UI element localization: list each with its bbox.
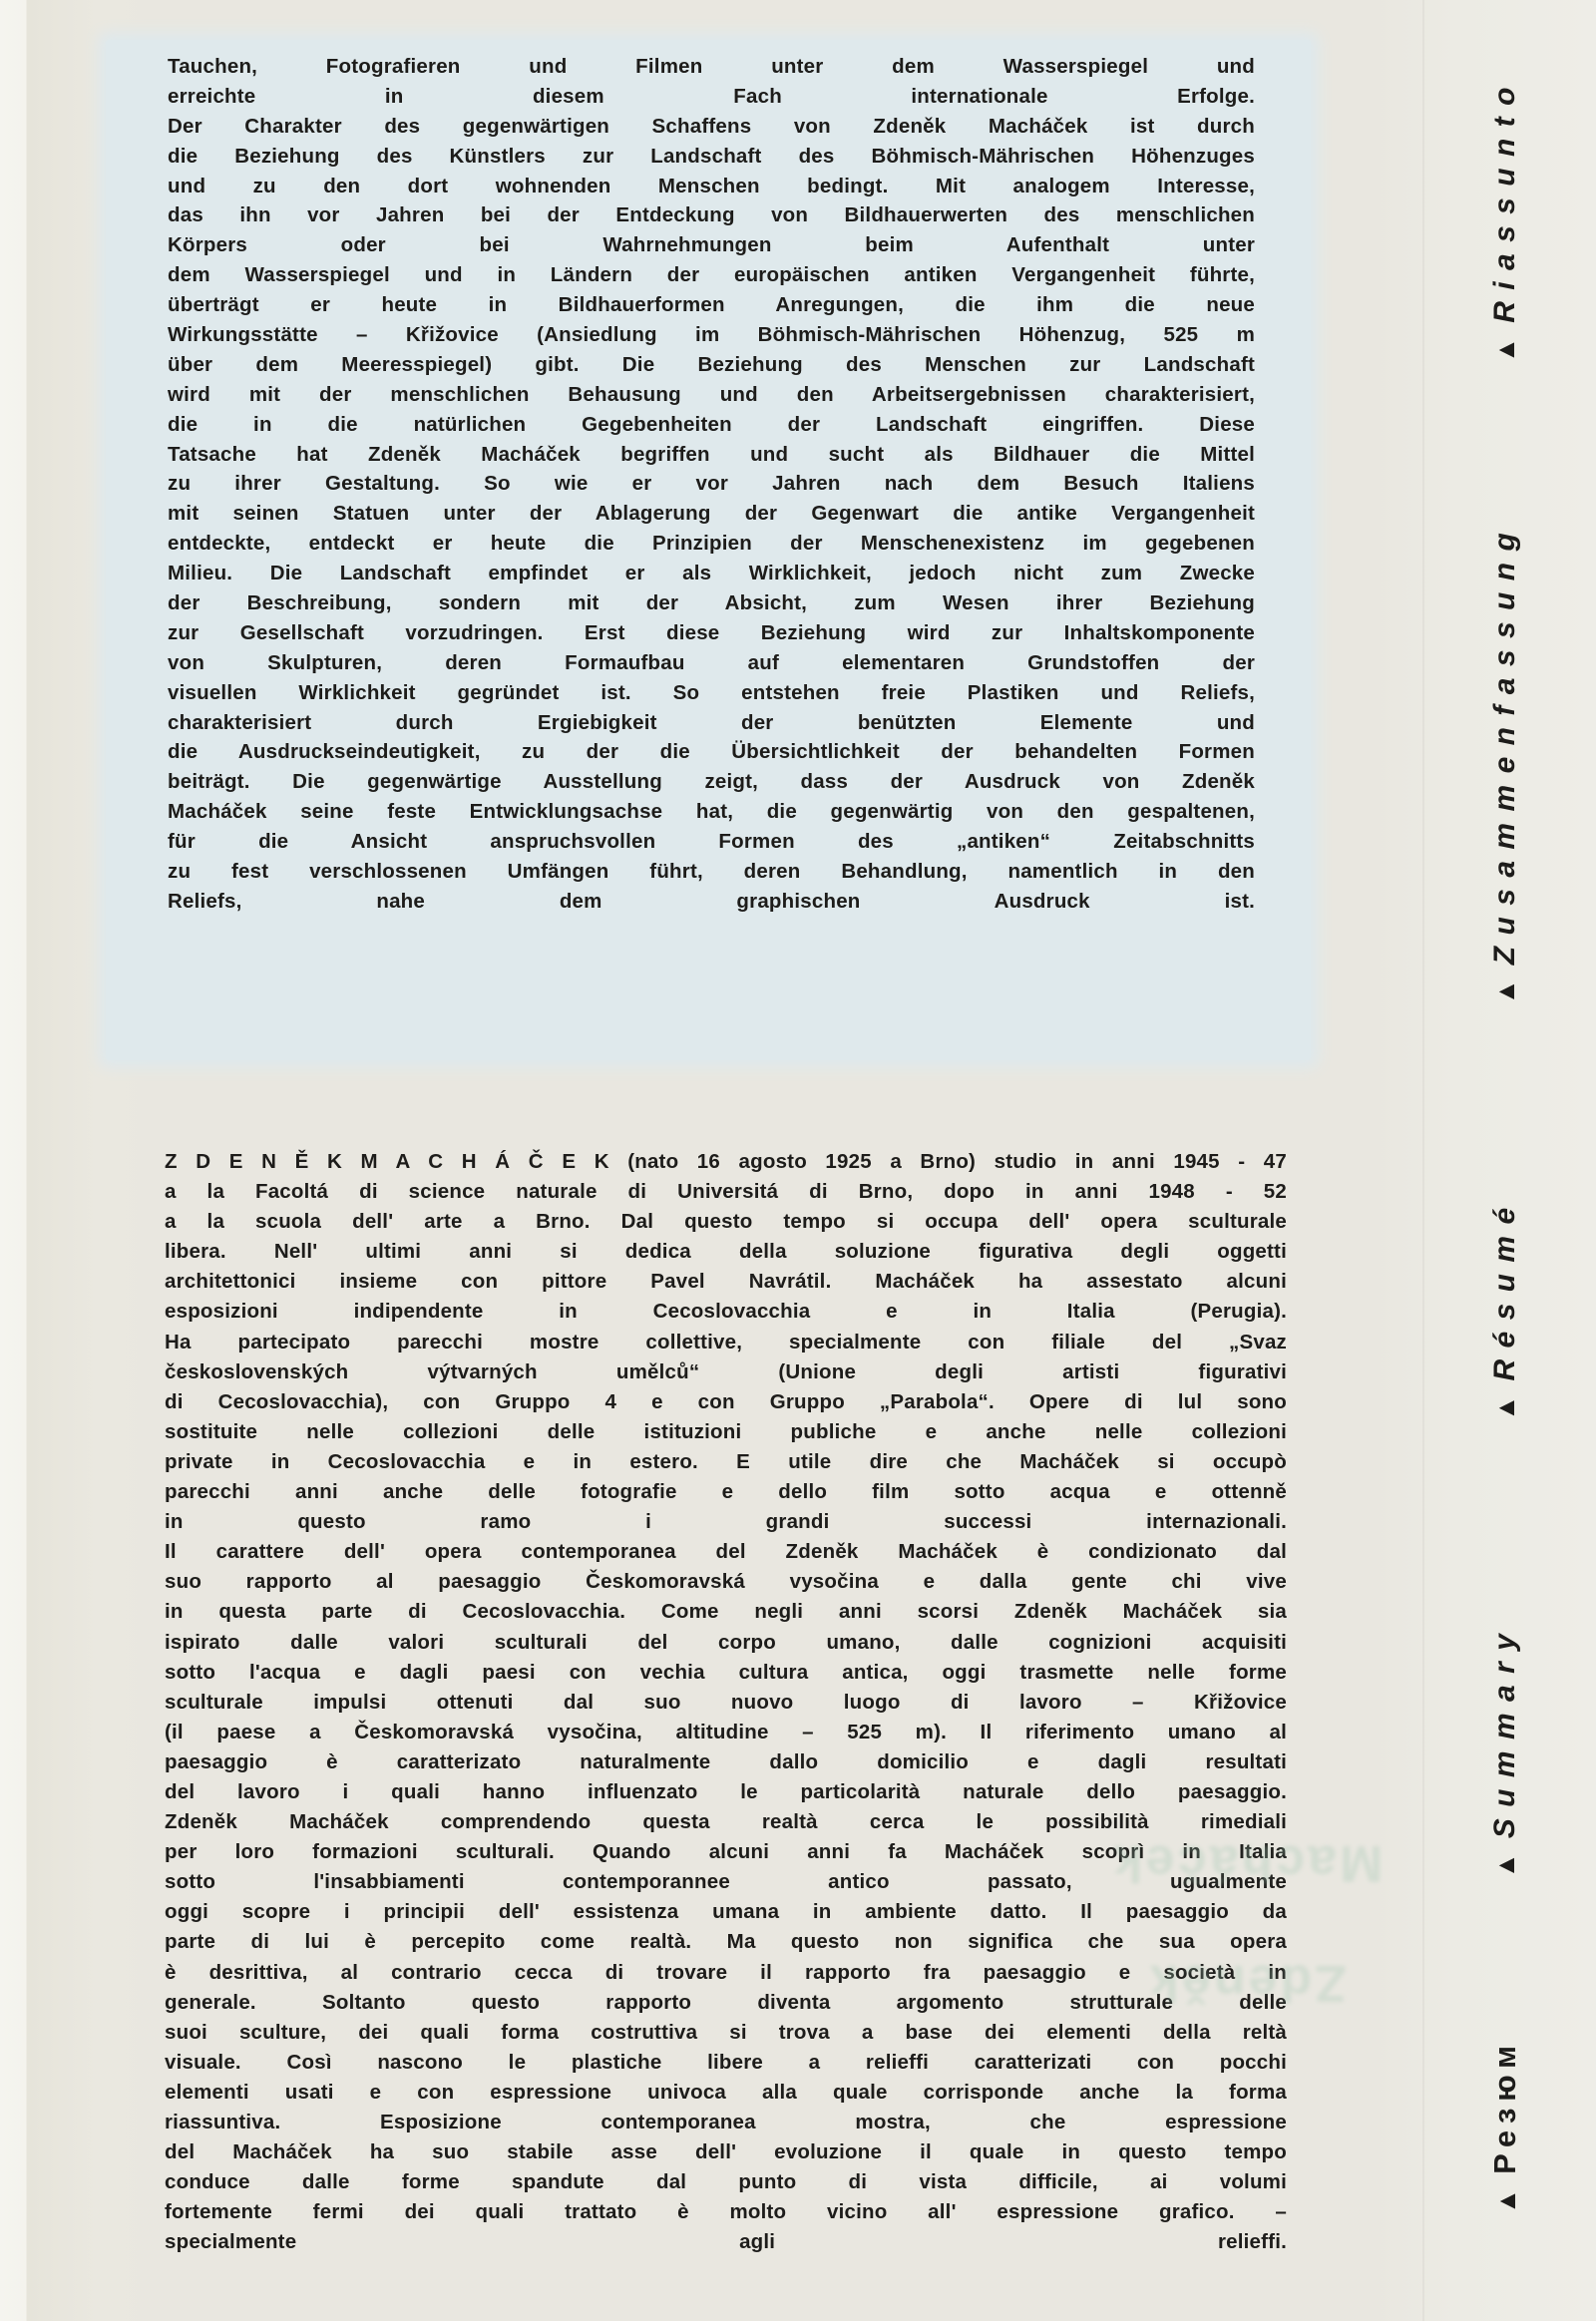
text-line: über dem Meeresspiegel) gibt. Die Beziehung des Menschen zur Landschaft xyxy=(168,352,1255,376)
text-line: sostituite nelle collezioni delle istituzioni publiche e anche nelle collezioni xyxy=(165,1419,1287,1443)
text-line: československých výtvarných umělců“ (Unione degli artisti figurativi xyxy=(165,1359,1287,1383)
text-line: suoi sculture, dei quali forma costruttiva si trova a base dei elementi della reltà xyxy=(165,2020,1287,2044)
page-fold-line xyxy=(1422,0,1424,2321)
text-line: private in Cecoslovacchia e in estero. E utile dire che Macháček si occupò xyxy=(165,1449,1287,1473)
text-line: Milieu. Die Landschaft empfindet er als Wirklichkeit, jedoch nicht zum Zwecke xyxy=(168,562,1255,585)
triangle-marker-icon: ▲ xyxy=(1491,2188,1521,2214)
text-line: die Beziehung des Künstlers zur Landschaft des Böhmisch-Mährischen Höhenzuges xyxy=(168,144,1255,168)
text-line: oggi scopre i principii dell' essistenza umana in ambiente datto. Il paesaggio da xyxy=(165,1900,1287,1924)
text-line: ispirato dalle valori sculturali del corpo umano, dalle cognizioni acquisiti xyxy=(165,1630,1287,1654)
text-line: das ihn vor Jahren bei der Entdeckung von Bildhauerwerten des menschlichen xyxy=(168,203,1255,227)
triangle-marker-icon: ▲ xyxy=(1490,337,1520,363)
text-line: del lavoro i quali hanno influenzato le particolarità naturale dello paesaggio. xyxy=(165,1779,1287,1803)
text-line: generale. Soltanto questo rapporto diventa argomento strutturale delle xyxy=(165,1990,1287,2014)
text-line: elementi usati e con espressione univoca alla quale corrisponde anche la forma xyxy=(165,2080,1287,2104)
text-line: Tauchen, Fotografieren und Filmen unter dem Wasserspiegel und xyxy=(168,55,1255,78)
margin-label-text: Summary xyxy=(1488,1622,1521,1839)
text-line: überträgt er heute in Bildhauerformen Anregungen, die ihm die neue xyxy=(168,293,1255,317)
text-line: der Beschreibung, sondern mit der Absicht, zum Wesen ihrer Beziehung xyxy=(168,591,1255,615)
text-line: von Skulpturen, deren Formaufbau auf elementaren Grundstoffen der xyxy=(168,650,1255,674)
text-line: in questa parte di Cecoslovacchia. Come negli anni scorsi Zdeněk Macháček sia xyxy=(165,1600,1287,1624)
italian-summary-text xyxy=(165,1147,1287,2257)
text-line: parte di lui è percepito come realtà. Ma questo non significa che sua opera xyxy=(165,1930,1287,1954)
text-line: mit seinen Statuen unter der Ablagerung der Gegenwart die antike Vergangenheit xyxy=(168,502,1255,526)
text-line: sotto l'acqua e dagli paesi con vechia cultura antica, oggi trasmette nelle forme xyxy=(165,1660,1287,1684)
triangle-marker-icon: ▲ xyxy=(1490,1852,1520,1879)
text-line: zu fest verschlossenen Umfängen führt, deren Behandlung, namentlich in den xyxy=(168,860,1255,884)
text-line: Wirkungsstätte – Křižovice (Ansiedlung im Böhmisch-Mährischen Höhenzug, 525 m xyxy=(168,323,1255,347)
text-line: Tatsache hat Zdeněk Macháček begriffen und sucht als Bildhauer die Mittel xyxy=(168,442,1255,466)
text-line: parecchi anni anche delle fotografie e dello film sotto acqua e ottenně xyxy=(165,1480,1287,1504)
text-line: a la scuola dell' arte a Brno. Dal questo tempo si occupa dell' opera sculturale xyxy=(165,1210,1287,1234)
text-line: Reliefs, nahe dem graphischen Ausdruck ist. xyxy=(168,889,1255,913)
text-line: die Ausdruckseindeutigkeit, zu der die Übersichtlichkeit der behandelten Formen xyxy=(168,740,1255,764)
text-line: visuale. Così nascono le plastiche libere a relieffi caratterizati con pocchi xyxy=(165,2050,1287,2074)
text-line: Der Charakter des gegenwärtigen Schaffens von Zdeněk Macháček ist durch xyxy=(168,114,1255,138)
ghost-showthrough-text: Zdeněk Macháček xyxy=(1110,1834,1384,2012)
text-line: è desrittiva, al contrario cecca di trovare il rapporto fra paesaggio e società in xyxy=(165,1960,1287,1984)
text-line: Z D E N Ě K M A C H Á Č E K (nato 16 agosto 1925 a Brno) studio in anni 1945 - 47 xyxy=(165,1150,1287,1173)
german-summary-text xyxy=(168,52,1255,917)
text-line: esposizioni indipendente in Cecoslovacchia e in Italia (Perugia). xyxy=(165,1300,1287,1324)
text-line: (il paese a Českomoravská vysočina, altitudine – 525 m). Il riferimento umano al xyxy=(165,1720,1287,1743)
text-line: suo rapporto al paesaggio Českomoravská vysočina e dalla gente chi vive xyxy=(165,1570,1287,1594)
text-line: Il carattere dell' opera contemporanea del Zdeněk Macháček è condizionato dal xyxy=(165,1540,1287,1564)
text-line: die in die natürlichen Gegebenheiten der Landschaft eingriffen. Diese xyxy=(168,412,1255,436)
text-line: Macháček seine feste Entwicklungsachse hat, die gegenwärtig von den gespaltenen, xyxy=(168,800,1255,824)
text-line: del Macháček ha suo stabile asse dell' evoluzione il quale in questo tempo xyxy=(165,2140,1287,2164)
text-line: für die Ansicht anspruchsvollen Formen des „antiken“ Zeitabschnitts xyxy=(168,830,1255,854)
text-line: specialmente agli relieffi. xyxy=(165,2230,1287,2254)
text-line: Körpers oder bei Wahrnehmungen beim Aufenthalt unter xyxy=(168,233,1255,257)
triangle-marker-icon: ▲ xyxy=(1490,1394,1520,1421)
text-line: libera. Nell' ultimi anni si dedica della soluzione figurativa degli oggetti xyxy=(165,1240,1287,1264)
text-line: paesaggio è caratterizato naturalmente dallo domicilio e dagli resultati xyxy=(165,1749,1287,1773)
text-line: architettonici insieme con pittore Pavel Navrátil. Macháček ha assestato alcuni xyxy=(165,1270,1287,1294)
margin-label-text: Zusammenfassung xyxy=(1488,521,1521,966)
text-line: a la Facoltá di science naturale di Universitá di Brno, dopo in anni 1948 - 52 xyxy=(165,1180,1287,1204)
triangle-marker-icon: ▲ xyxy=(1490,978,1520,1005)
margin-label-text: Резюм xyxy=(1487,2039,1522,2174)
text-line: riassuntiva. Esposizione contemporanea mostra, che espressione xyxy=(165,2111,1287,2133)
text-line: zur Gesellschaft vorzudringen. Erst diese Beziehung wird zur Inhaltskomponente xyxy=(168,620,1255,644)
text-line: sotto l'insabbiamenti contemporannee antico passato, ugualmente xyxy=(165,1870,1287,1894)
text-line: in questo ramo i grandi successi internazionali. xyxy=(165,1510,1287,1534)
text-line: di Cecoslovacchia), con Gruppo 4 e con Gruppo „Parabola“. Opere di lul sono xyxy=(165,1389,1287,1413)
text-line: Ha partecipato parecchi mostre collettive, specialmente con filiale del „Svaz xyxy=(165,1330,1287,1354)
text-line: dem Wasserspiegel und in Ländern der europäischen antiken Vergangenheit führte, xyxy=(168,263,1255,287)
margin-label-text: Riassunto xyxy=(1488,76,1521,323)
text-line: per loro formazioni sculturali. Quando alcuni anni fa Macháček scoprì in Italia xyxy=(165,1840,1287,1864)
text-line: sculturale impulsi ottenuti dal suo nuovo luogo di lavoro – Křižovice xyxy=(165,1690,1287,1714)
text-line: zu ihrer Gestaltung. So wie er vor Jahren nach dem Besuch Italiens xyxy=(168,472,1255,496)
text-line: entdeckte, entdeckt er heute die Prinzipien der Menschenexistenz im gegebenen xyxy=(168,532,1255,556)
text-line: beiträgt. Die gegenwärtige Ausstellung zeigt, dass der Ausdruck von Zdeněk xyxy=(168,770,1255,794)
text-line: charakterisiert durch Ergiebigkeit der benützten Elemente und xyxy=(168,710,1255,734)
text-line: Zdeněk Macháček comprendendo questa realtà cerca le possibilità rimediali xyxy=(165,1810,1287,1834)
text-line: fortemente fermi dei quali trattato è molto vicino all' espressione grafico. – xyxy=(165,2200,1287,2224)
text-line: visuellen Wirklichkeit gegründet ist. So entstehen freie Plastiken und Reliefs, xyxy=(168,680,1255,704)
text-line: und zu den dort wohnenden Menschen bedingt. Mit analogem Interesse, xyxy=(168,174,1255,197)
text-line: conduce dalle forme spandute dal punto di vista difficile, ai volumi xyxy=(165,2170,1287,2194)
margin-label-text: Résumé xyxy=(1488,1196,1521,1381)
text-line: wird mit der menschlichen Behausung und den Arbeitsergebnissen charakterisiert, xyxy=(168,382,1255,406)
text-line: erreichte in diesem Fach internationale Erfolge. xyxy=(168,84,1255,108)
